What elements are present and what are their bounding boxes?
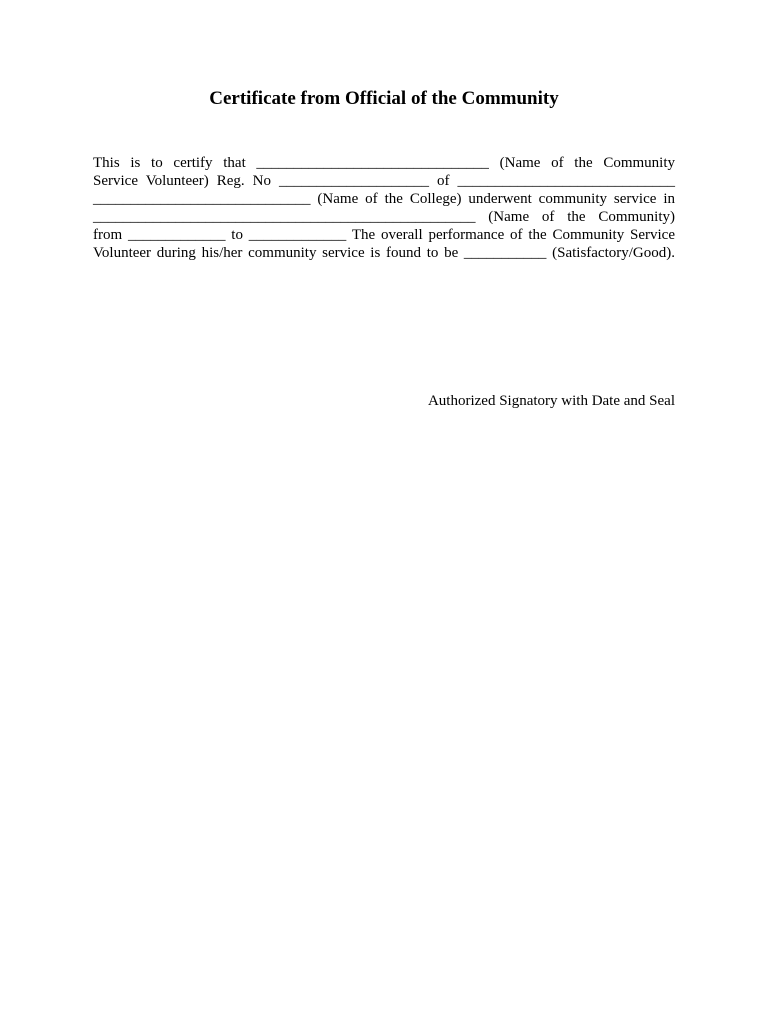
certificate-line-3: _____________________________ (Name of the College) underwent community service in — [93, 191, 675, 207]
authorized-signatory-label: Authorized Signatory with Date and Seal — [427, 393, 675, 409]
certificate-line-2: Service Volunteer) Reg. No ____________________ of _____________________________ — [93, 173, 675, 189]
certificate-line-1: This is to certify that _______________________________ (Name of the Community — [93, 155, 675, 171]
certificate-line-6: Volunteer during his/her community service is found to be ___________ (Satisfactory/Good). — [93, 245, 675, 261]
certificate-body — [93, 154, 675, 262]
certificate-line-4: ___________________________________________________ (Name of the Community) — [93, 209, 675, 225]
document-title: Certificate from Official of the Community — [209, 88, 559, 109]
certificate-line-5: from _____________ to _____________ The overall performance of the Community Service — [93, 227, 675, 243]
